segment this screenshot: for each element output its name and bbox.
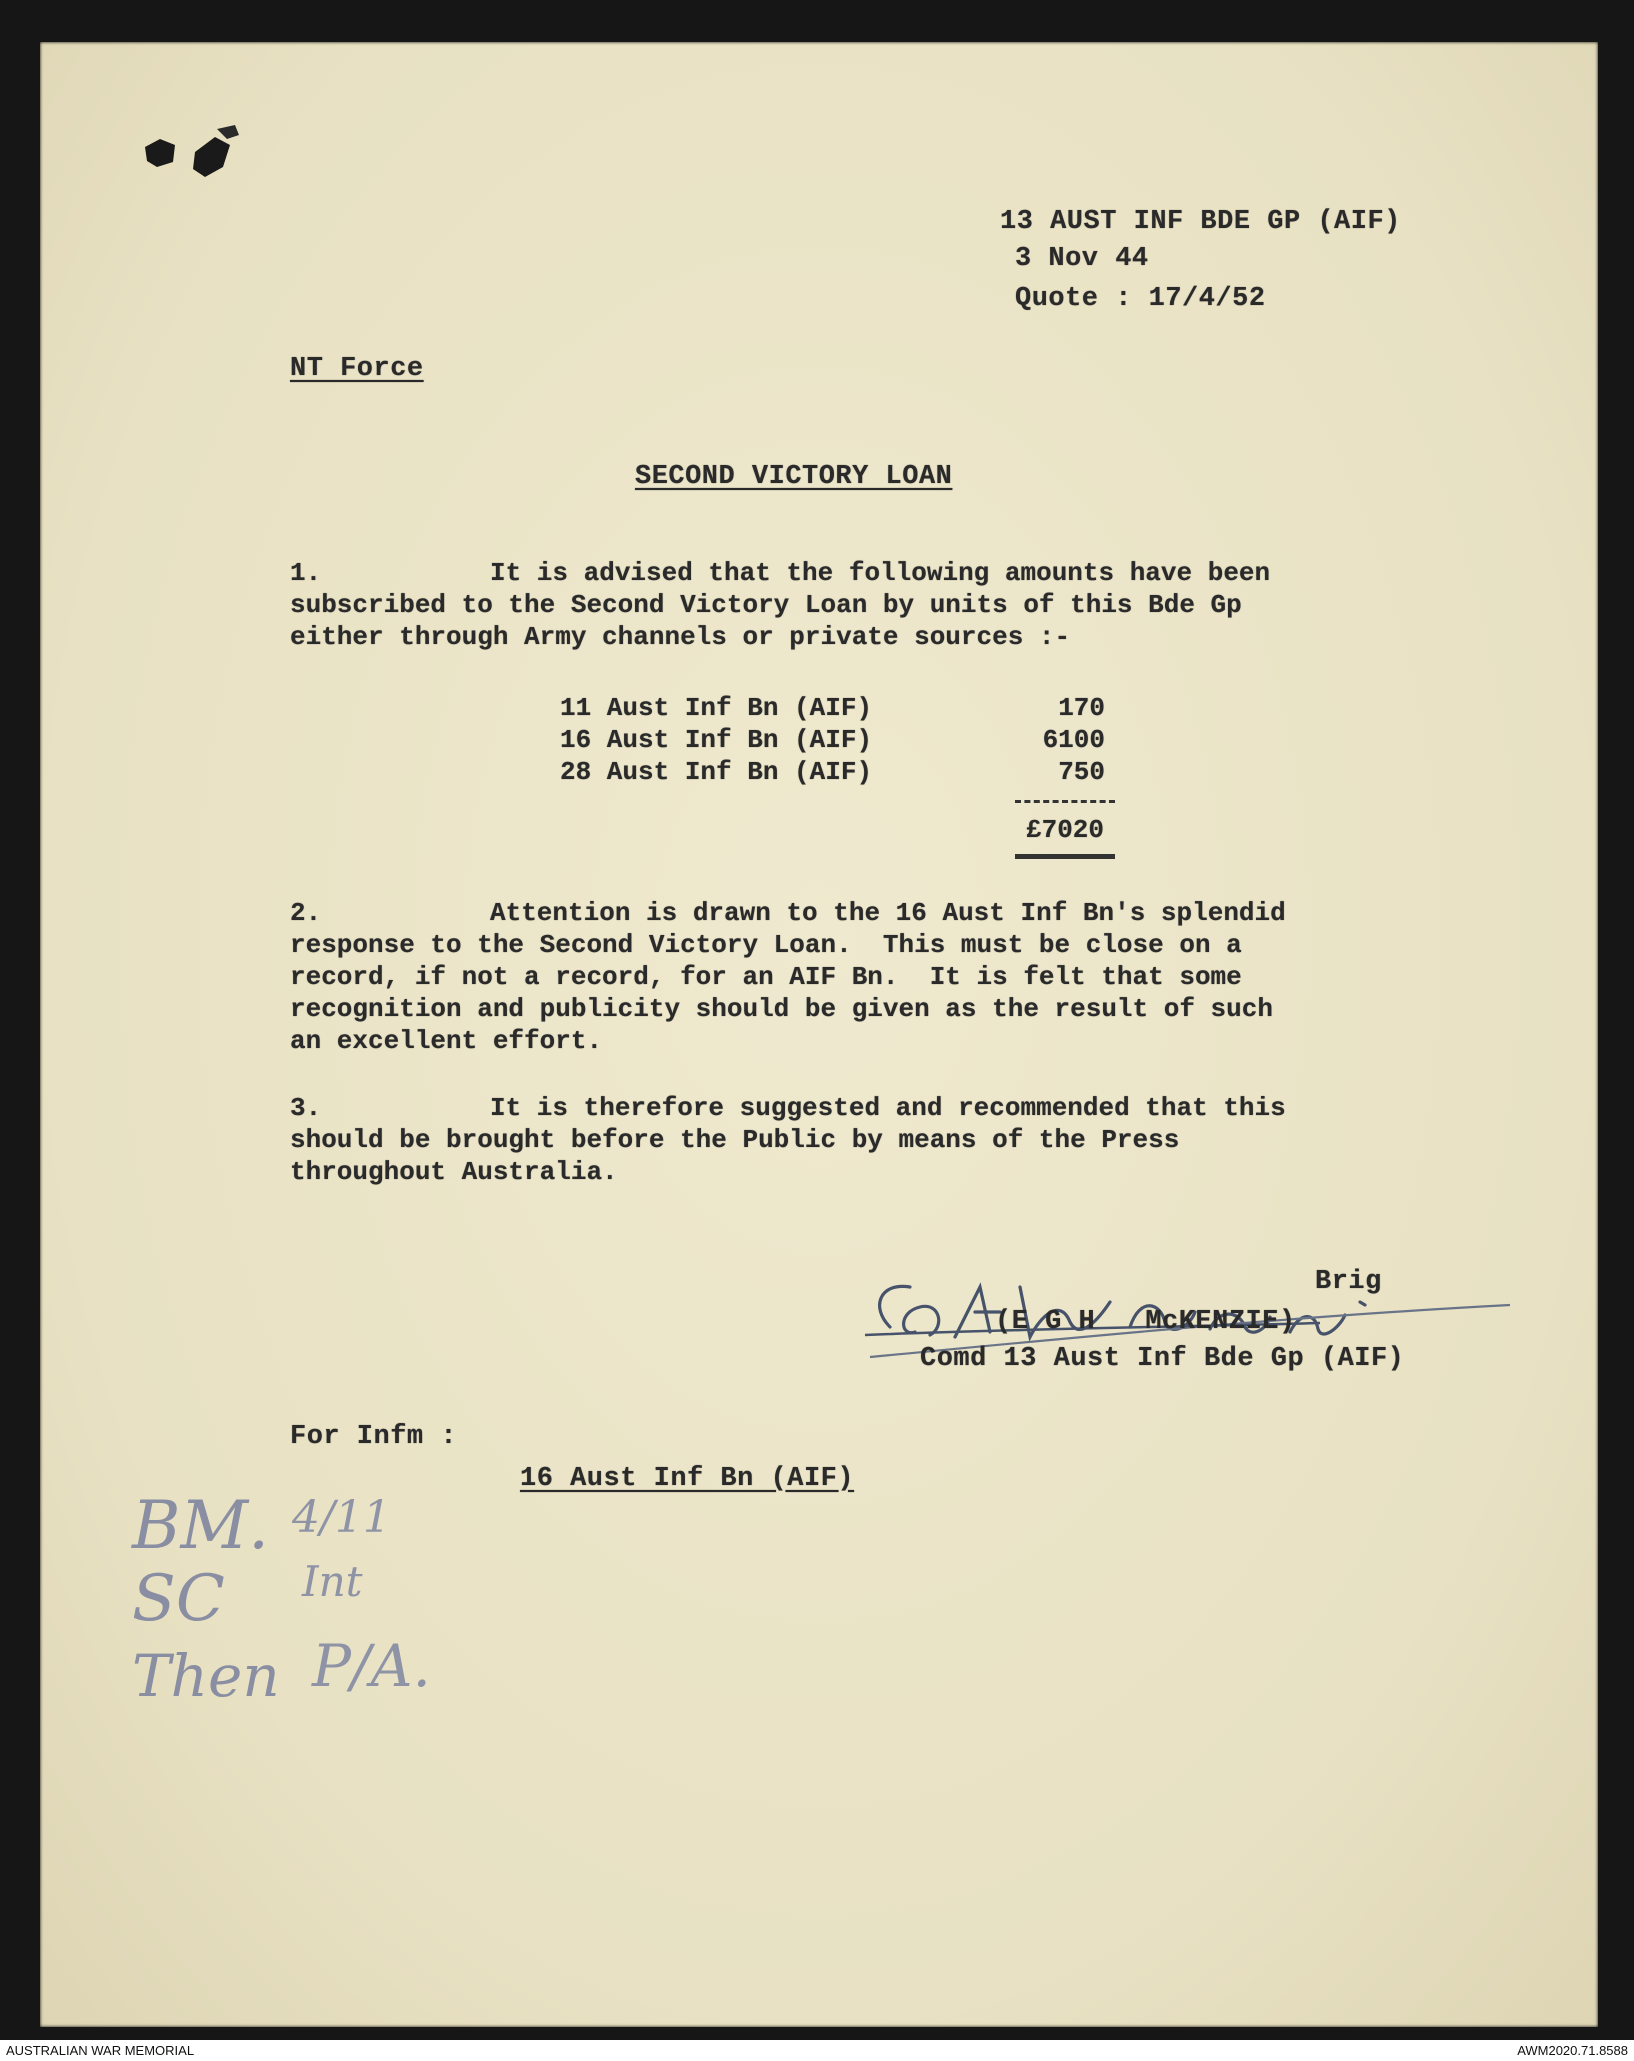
amount-unit: 11 Aust Inf Bn (AIF) [560,693,873,723]
annotation-int: Int [302,1557,363,1606]
annotation-bm: BM. [132,1487,270,1564]
footer-bar [0,2040,1634,2061]
paragraph-1-line-1: It is advised that the following amounts have been [490,558,1271,588]
page-title: SECOND VICTORY LOAN [635,462,953,492]
staple-hole-icon [135,117,245,187]
total-rule-top [1015,800,1115,803]
for-infm-label: For Infm : [290,1422,458,1452]
signature-appointment: Comd 13 Aust Inf Bde Gp (AIF) [920,1344,1405,1374]
annotation-sc: SC [132,1562,225,1636]
header-date: 3 Nov 44 [1015,244,1149,274]
amount-value: 6100 [1042,725,1105,755]
paragraph-2-line-5: an excellent effort. [290,1026,603,1056]
amount-value: 170 [1058,693,1105,723]
paragraph-2-line-4: recognition and publicity should be given as the result of such [290,994,1273,1024]
paragraph-1-number: 1. [290,558,322,588]
addressee: NT Force [290,354,424,384]
footer-right: AWM2020.71.8588 [1517,2043,1628,2058]
paragraph-2-number: 2. [290,898,322,928]
total-rule-bottom [1015,854,1115,859]
document-page [40,42,1598,2027]
paragraph-2-line-1: Attention is drawn to the 16 Aust Inf Bn's splendid [490,898,1286,928]
header-quote: Quote : 17/4/52 [1015,284,1266,314]
amount-total: £7020 [1025,815,1104,845]
paragraph-2-line-2: response to the Second Victory Loan. This must be close on a [290,930,1242,960]
paragraph-3-line-1: It is therefore suggested and recommended that this [490,1093,1286,1123]
signature-rank: Brig [1315,1267,1382,1297]
signature-name: (E G H McKENZIE) [995,1307,1296,1337]
amount-value: 750 [1058,757,1105,787]
amount-unit: 16 Aust Inf Bn (AIF) [560,725,873,755]
for-infm-recipient: 16 Aust Inf Bn (AIF) [520,1464,855,1494]
footer-left: AUSTRALIAN WAR MEMORIAL [6,2043,195,2058]
annotation-then: Then [132,1642,280,1710]
annotation-pa: P/A. [312,1632,431,1700]
paragraph-3-line-3: throughout Australia. [290,1157,618,1187]
paragraph-3-number: 3. [290,1093,322,1123]
paragraph-1-line-2: subscribed to the Second Victory Loan by units of this Bde Gp [290,590,1242,620]
annotation-date: 4/11 [292,1492,391,1543]
paragraph-1-line-3: either through Army channels or private sources :- [290,622,1071,652]
paragraph-2-line-3: record, if not a record, for an AIF Bn. It is felt that some [290,962,1242,992]
header-unit: 13 AUST INF BDE GP (AIF) [1000,207,1401,237]
amount-unit: 28 Aust Inf Bn (AIF) [560,757,873,787]
paragraph-3-line-2: should be brought before the Public by means of the Press [290,1125,1180,1155]
